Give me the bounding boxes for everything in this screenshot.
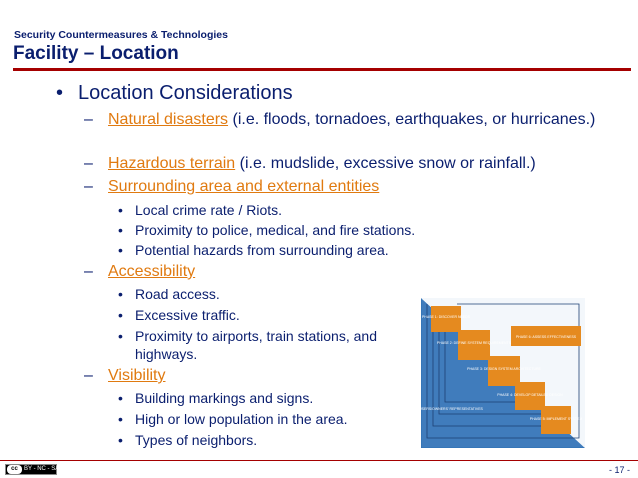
slide-subtitle: Security Countermeasures & Technologies bbox=[14, 29, 228, 41]
footer-divider bbox=[0, 460, 638, 461]
item-text bbox=[108, 177, 608, 196]
bullet-dot: • bbox=[118, 202, 123, 218]
item-text bbox=[108, 154, 608, 173]
phase-box-2 bbox=[458, 330, 490, 360]
title-divider bbox=[13, 68, 631, 71]
phase-box-1 bbox=[431, 306, 461, 332]
subitem-text: Potential hazards from surrounding area. bbox=[135, 242, 389, 258]
systems-engineering-diagram bbox=[421, 298, 585, 448]
dash: – bbox=[84, 155, 93, 172]
bullet-dot: • bbox=[118, 242, 123, 258]
bullet-dot: • bbox=[118, 432, 123, 448]
item-text bbox=[108, 110, 608, 129]
bullet-dot: • bbox=[56, 82, 64, 104]
bullet-dot: • bbox=[118, 411, 123, 427]
link-visibility[interactable]: Visibility bbox=[108, 367, 166, 384]
subitem-text: Proximity to airports, train stations, and highways. bbox=[135, 328, 377, 362]
dash: – bbox=[84, 111, 93, 128]
phase-4-label: PHASE 4: DEVELOP DETAILED DESIGN bbox=[497, 393, 563, 397]
item-rest: (i.e. floods, tornadoes, earthquakes, or hurricanes.) bbox=[228, 111, 596, 128]
subitem-text: Excessive traffic. bbox=[135, 307, 240, 323]
bullet-text: Location Considerations bbox=[78, 82, 293, 104]
slide-title: Facility – Location bbox=[13, 43, 179, 64]
bullet-dot: • bbox=[118, 286, 123, 302]
link-hazardous-terrain[interactable]: Hazardous terrain bbox=[108, 155, 236, 172]
dash: – bbox=[84, 178, 93, 195]
link-natural-disasters[interactable]: Natural disasters bbox=[108, 111, 229, 128]
diagram-graphic bbox=[421, 298, 585, 448]
subitem-text: High or low population in the area. bbox=[135, 411, 348, 427]
cc-license-badge[interactable] bbox=[5, 464, 60, 475]
subitem-text: Building markings and signs. bbox=[135, 390, 314, 406]
item-text bbox=[108, 262, 608, 281]
bullet-dot: • bbox=[118, 328, 123, 344]
phase-2-label: PHASE 2: DEFINE SYSTEM REQUIREMENTS bbox=[436, 341, 512, 345]
users-owners-label: USERS/OWNERS' REPRESENTATIVES bbox=[421, 407, 483, 411]
license-text: BY - NC - SA bbox=[24, 466, 60, 472]
phase-5-label: PHASE 5: IMPLEMENT SYSTEM bbox=[529, 417, 583, 421]
phase-box-3 bbox=[488, 356, 520, 386]
phase-3-label: PHASE 3: DESIGN SYSTEM ARCHITECTURE bbox=[467, 367, 541, 371]
subitem-text: Types of neighbors. bbox=[135, 432, 258, 448]
cc-icon: cc bbox=[7, 465, 22, 474]
subitem-text: Proximity to police, medical, and fire stations. bbox=[135, 222, 416, 238]
bullet-dot: • bbox=[118, 390, 123, 406]
link-surrounding-area[interactable]: Surrounding area and external entities bbox=[108, 178, 380, 195]
phase-1-label: PHASE 1: DISCOVER NEEDS bbox=[421, 315, 471, 319]
page-number: - 17 - bbox=[608, 465, 630, 475]
subitem-text: Local crime rate / Riots. bbox=[135, 202, 283, 218]
dash: – bbox=[84, 263, 93, 280]
bullet-dot: • bbox=[118, 222, 123, 238]
item-rest: (i.e. mudslide, excessive snow or rainfall.) bbox=[235, 155, 536, 172]
bullet-dot: • bbox=[118, 307, 123, 323]
subitem-text: Road access. bbox=[135, 286, 220, 302]
dash: – bbox=[84, 367, 93, 384]
link-accessibility[interactable]: Accessibility bbox=[108, 263, 196, 280]
phase-6-label: PHASE 6: ASSESS EFFECTIVENESS bbox=[515, 335, 577, 339]
